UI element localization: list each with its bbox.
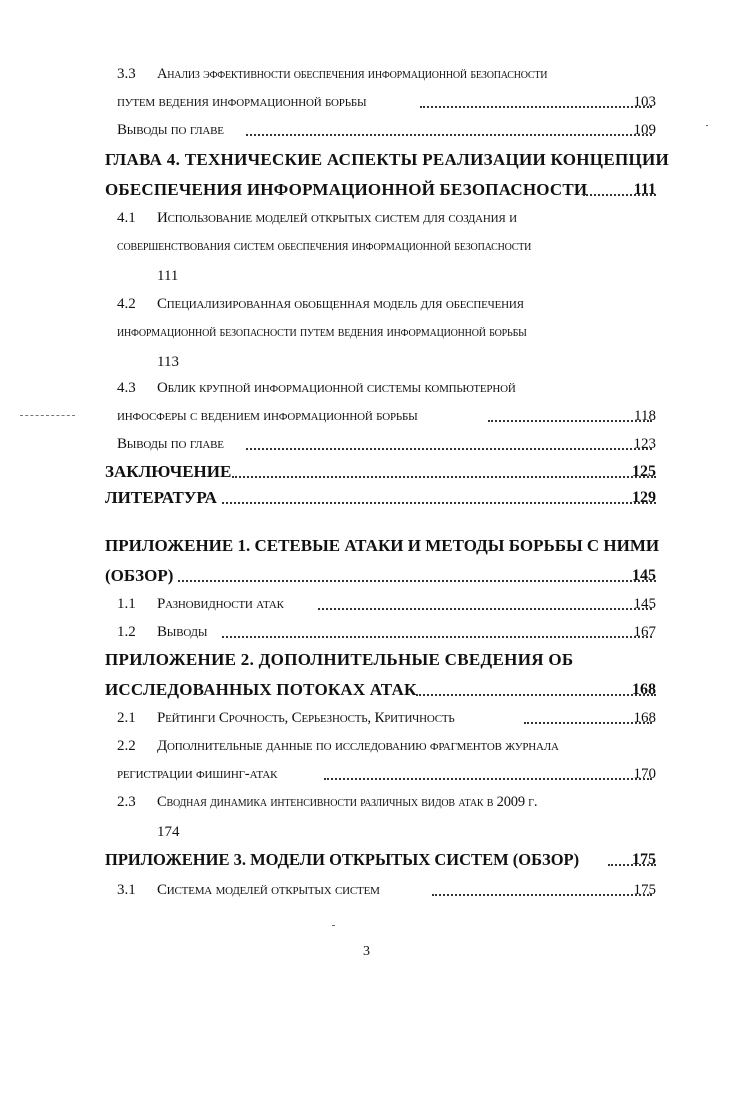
chapter-title: ПРИЛОЖЕНИЕ 3. МОДЕЛИ ОТКРЫТЫХ СИСТЕМ (ОБЗОР) (105, 850, 580, 869)
leader-dots (416, 694, 656, 696)
chapter-title: ЗАКЛЮЧЕНИЕ (105, 462, 232, 481)
page-ref: 109 (633, 122, 656, 138)
entry-text: Специализированная обобщенная модель для обеспечения (157, 296, 524, 312)
leader-dots (420, 106, 652, 108)
chapter-title: ГЛАВА 4. ТЕХНИЧЕСКИЕ АСПЕКТЫ РЕАЛИЗАЦИИ КОНЦЕПЦИИ (105, 150, 670, 169)
entry-text: Система моделей открытых систем (157, 882, 380, 898)
chapter-title: ОБЕСПЕЧЕНИЯ ИНФОРМАЦИОННОЙ БЕЗОПАСНОСТИ (105, 180, 588, 199)
entry-text: инфосферы с ведением информационной борьбы (117, 408, 418, 424)
toc-entry-2-2-cont (0, 762, 733, 786)
page-ref: 168 (633, 710, 656, 726)
chapter-title: ПРИЛОЖЕНИЕ 2. ДОПОЛНИТЕЛЬНЫЕ СВЕДЕНИЯ ОБ (105, 650, 574, 669)
page-ref: 113 (157, 354, 179, 370)
page-ref: 145 (632, 567, 656, 584)
toc-appendix-1 (0, 534, 733, 558)
page-ref: 167 (633, 624, 656, 640)
entry-text: Облик крупной информационной системы компьютерной (157, 380, 516, 396)
section-number: 2.3 (117, 794, 136, 810)
page-number: 3 (363, 944, 370, 959)
page-ref: 175 (633, 882, 656, 898)
section-number: 2.1 (117, 710, 136, 726)
page-ref: 168 (632, 681, 656, 698)
toc-entry-conclusions-3 (0, 118, 733, 142)
leader-dots (324, 778, 652, 780)
entry-text: Выводы по главе (117, 436, 224, 452)
section-number: 1.1 (117, 596, 136, 612)
entry-text: Рейтинги Срочность, Серьезность, Критичность (157, 710, 455, 726)
toc-entry-4-2 (0, 292, 733, 316)
page-ref: 111 (633, 181, 656, 198)
leader-dots (222, 636, 652, 638)
chapter-title: ИССЛЕДОВАННЫХ ПОТОКАХ АТАК (105, 680, 417, 699)
page-ref: 125 (632, 463, 656, 480)
leader-dots (178, 580, 656, 582)
section-number: 4.2 (117, 296, 136, 312)
entry-text: Анализ эффективности обеспечения информационной безопасности (157, 66, 548, 82)
toc-entry-4-3-cont (0, 404, 733, 428)
leader-dots (318, 608, 652, 610)
toc-appendix-2 (0, 648, 733, 672)
entry-text: информационной безопасности путем ведения информационной борьбы (117, 324, 527, 340)
toc-entry-4-2-cont (0, 320, 733, 344)
scan-margin-mark (20, 415, 75, 416)
section-number: 4.1 (117, 210, 136, 226)
chapter-title: (ОБЗОР) (105, 566, 174, 585)
toc-entry-4-1-cont (0, 234, 733, 258)
section-number: 2.2 (117, 738, 136, 754)
entry-text: Выводы (157, 624, 208, 640)
toc-entry-4-3 (0, 376, 733, 400)
leader-dots (232, 476, 656, 478)
leader-dots (432, 894, 652, 896)
toc-entry-1-2 (0, 620, 733, 644)
toc-chapter-4-cont (0, 178, 733, 202)
entry-text: Сводная динамика интенсивности различных видов атак в 2009 г. (157, 794, 538, 810)
section-number: 4.3 (117, 380, 136, 396)
toc-entry-2-3 (0, 790, 733, 814)
section-number: 3.1 (117, 882, 136, 898)
toc-appendix-1-cont (0, 564, 733, 588)
page-ref: 123 (633, 436, 656, 452)
toc-entry-3-1 (0, 878, 733, 902)
toc-entry-2-1 (0, 706, 733, 730)
toc-appendix-3 (0, 848, 733, 872)
entry-text: Использование моделей открытых систем для создания и (157, 210, 517, 226)
page-ref: 174 (157, 824, 180, 840)
entry-text: Дополнительные данные по исследованию фрагментов журнала (157, 738, 559, 754)
page-ref: 129 (632, 489, 656, 506)
toc-entry-2-3-page (0, 820, 733, 844)
toc-entry-3-3 (0, 62, 733, 86)
page-ref: 111 (157, 268, 179, 284)
page-ref: 145 (633, 596, 656, 612)
toc-entry-conclusions-4 (0, 432, 733, 456)
leader-dots (246, 134, 652, 136)
leader-dots (246, 448, 652, 450)
toc-entry-1-1 (0, 592, 733, 616)
entry-text: совершенствования систем обеспечения информационной безопасности (117, 238, 532, 254)
page-ref: 118 (634, 408, 656, 424)
toc-entry-4-1 (0, 206, 733, 230)
section-number: 1.2 (117, 624, 136, 640)
entry-text: Разновидности атак (157, 596, 284, 612)
toc-conclusion (0, 460, 733, 484)
scan-speck (332, 925, 335, 926)
toc-entry-2-2 (0, 734, 733, 758)
toc-appendix-2-cont (0, 678, 733, 702)
toc-entry-4-2-page (0, 350, 733, 374)
toc-entry-4-1-page (0, 264, 733, 288)
leader-dots (222, 502, 656, 504)
toc-literature (0, 486, 733, 510)
page-ref: 170 (633, 766, 656, 782)
page-ref: 175 (632, 851, 656, 868)
section-number: 3.3 (117, 66, 136, 82)
chapter-title: ЛИТЕРАТУРА (105, 488, 217, 507)
page-ref: 103 (633, 94, 656, 110)
entry-text: регистрации фишинг-атак (117, 766, 278, 782)
leader-dots (488, 420, 652, 422)
entry-text: Выводы по главе (117, 122, 224, 138)
toc-entry-3-3-cont (0, 90, 733, 114)
scan-speck (706, 125, 708, 126)
entry-text: путем ведения информационной борьбы (117, 94, 367, 110)
toc-chapter-4 (0, 148, 733, 172)
chapter-title: ПРИЛОЖЕНИЕ 1. СЕТЕВЫЕ АТАКИ И МЕТОДЫ БОРЬБЫ С НИМИ (105, 536, 660, 555)
